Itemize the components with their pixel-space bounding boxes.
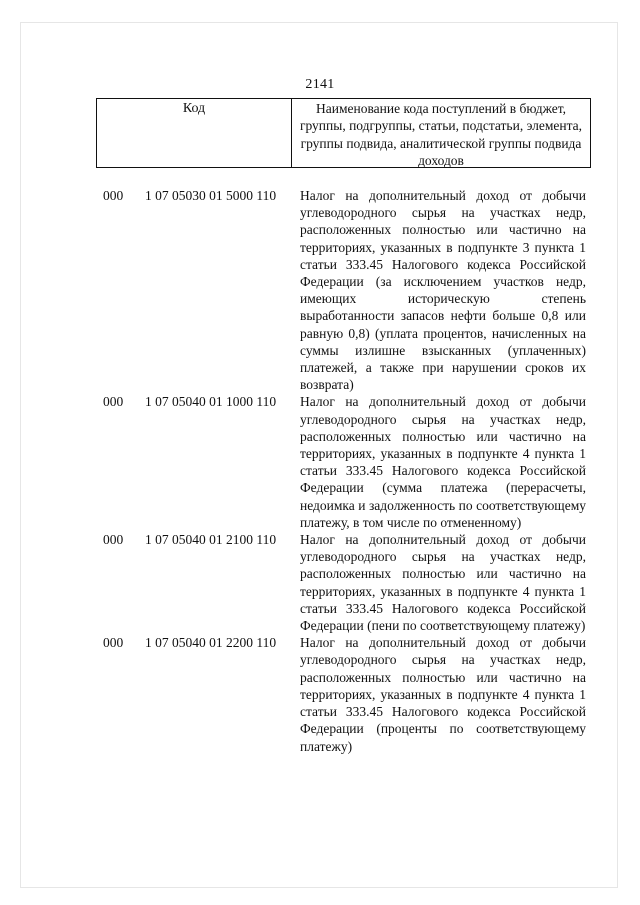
row-admin-code: 000: [103, 188, 124, 203]
table-row: [0, 531, 640, 634]
row-income-name: Налог на дополнительный доход от добычи углеводородного сырья на участках недр, расположенных полностью или частично на территориях, указанных в подпункте 3 пункта 1 статьи 333.45 Налогового кодекса Российской Федерации (за исключением участков недр, имеющих историческую степень выработанности запасов нефти больше 0,8 или равную 0,8) (уплата процентов, начисленных на суммы излишне взысканных (уплаченных) платежей, а также при нарушении сроков их возврата): [300, 188, 586, 393]
header-code-label: Код: [97, 99, 292, 167]
row-income-name: Налог на дополнительный доход от добычи углеводородного сырья на участках недр, расположенных полностью или частично на территориях, указанных в подпункте 4 пункта 1 статьи 333.45 Налогового кодекса Российской Федерации (сумма платежа (перерасчеты, недоимка и задолженность по соответствующему платежу, в том числе по отмененному): [300, 394, 586, 530]
row-income-name: Налог на дополнительный доход от добычи углеводородного сырья на участках недр, расположенных полностью или частично на территориях, указанных в подпункте 4 пункта 1 статьи 333.45 Налогового кодекса Российской Федерации (пени по соответствующему платежу): [300, 532, 586, 634]
row-admin-code: 000: [103, 532, 124, 548]
table-body: [0, 187, 640, 755]
row-income-code: 1 07 05040 01 2200 110: [145, 635, 277, 651]
row-income-code: 1 07 05040 01 2100 110: [145, 532, 277, 548]
table-row: [0, 393, 640, 531]
page-number: 2141: [305, 77, 335, 92]
table-row: [0, 187, 640, 393]
row-income-name: Налог на дополнительный доход от добычи углеводородного сырья на участках недр, расположенных полностью или частично на территориях, указанных в подпункте 4 пункта 1 статьи 333.45 Налогового кодекса Российской Федерации (проценты по соответствующему платежу): [300, 635, 586, 754]
row-income-code: 1 07 05030 01 5000 110: [145, 188, 277, 203]
header-name-label: Наименование кода поступлений в бюджет, группы, подгруппы, статьи, подстатьи, элемента, группы подвида, аналитической группы подвида доходов: [299, 101, 583, 168]
row-admin-code: 000: [103, 394, 124, 410]
table-row: [0, 634, 640, 754]
table-header: [96, 98, 591, 168]
row-admin-code: 000: [103, 635, 124, 651]
row-income-code: 1 07 05040 01 1000 110: [145, 394, 277, 410]
